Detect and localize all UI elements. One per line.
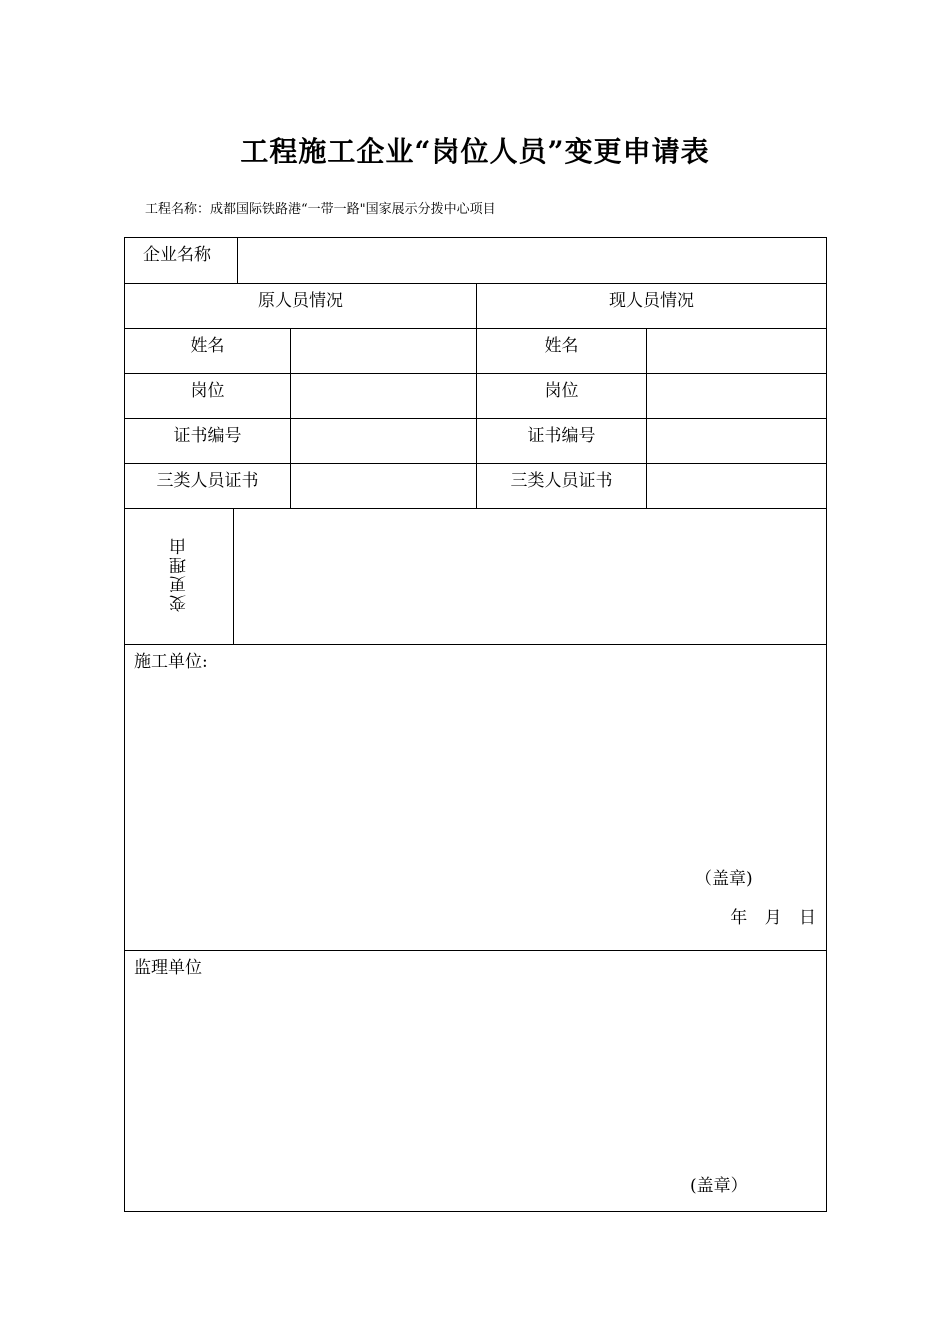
company-row bbox=[125, 238, 827, 284]
name-row bbox=[125, 329, 827, 374]
construction-unit-label: 施工单位: bbox=[134, 652, 208, 672]
construction-seal-label: （盖章) bbox=[695, 869, 753, 889]
current-name-label: 姓名 bbox=[477, 329, 647, 374]
project-name: 工程名称：成都国际铁路港“一带一路"国家展示分拨中心项目 bbox=[145, 202, 496, 217]
original-class-three-value[interactable] bbox=[291, 464, 477, 509]
change-application-form bbox=[124, 237, 827, 1212]
original-certificate-value[interactable] bbox=[291, 419, 477, 464]
current-position-label: 岗位 bbox=[477, 374, 647, 419]
original-position-value[interactable] bbox=[291, 374, 477, 419]
reason-label: 变更理由 bbox=[169, 536, 190, 612]
current-certificate-value[interactable] bbox=[647, 419, 827, 464]
reason-row bbox=[125, 509, 827, 645]
section-header-row bbox=[125, 284, 827, 329]
construction-date-label: 年 月 日 bbox=[730, 908, 816, 928]
position-row bbox=[125, 374, 827, 419]
current-certificate-label: 证书编号 bbox=[477, 419, 647, 464]
current-class-three-value[interactable] bbox=[647, 464, 827, 509]
original-name-label: 姓名 bbox=[125, 329, 291, 374]
reason-label-cell bbox=[125, 509, 234, 645]
class-three-certificate-row bbox=[125, 464, 827, 509]
construction-unit-row bbox=[125, 645, 827, 951]
page-title: 工程施工企业“岗位人员”变更申请表 bbox=[240, 135, 710, 168]
company-name-value[interactable] bbox=[238, 238, 827, 284]
reason-value[interactable] bbox=[234, 509, 827, 645]
original-class-three-label: 三类人员证书 bbox=[125, 464, 291, 509]
original-certificate-label: 证书编号 bbox=[125, 419, 291, 464]
current-position-value[interactable] bbox=[647, 374, 827, 419]
supervision-seal-label: (盖章） bbox=[690, 1176, 748, 1196]
certificate-number-row bbox=[125, 419, 827, 464]
supervision-unit-label: 监理单位 bbox=[134, 958, 202, 978]
company-name-label: 企业名称 bbox=[125, 238, 238, 284]
current-personnel-heading: 现人员情况 bbox=[477, 284, 827, 329]
construction-unit-cell[interactable] bbox=[125, 645, 827, 951]
original-personnel-heading: 原人员情况 bbox=[125, 284, 477, 329]
supervision-unit-row bbox=[125, 951, 827, 1212]
original-name-value[interactable] bbox=[291, 329, 477, 374]
current-name-value[interactable] bbox=[647, 329, 827, 374]
original-position-label: 岗位 bbox=[125, 374, 291, 419]
current-class-three-label: 三类人员证书 bbox=[477, 464, 647, 509]
supervision-unit-cell[interactable] bbox=[125, 951, 827, 1212]
